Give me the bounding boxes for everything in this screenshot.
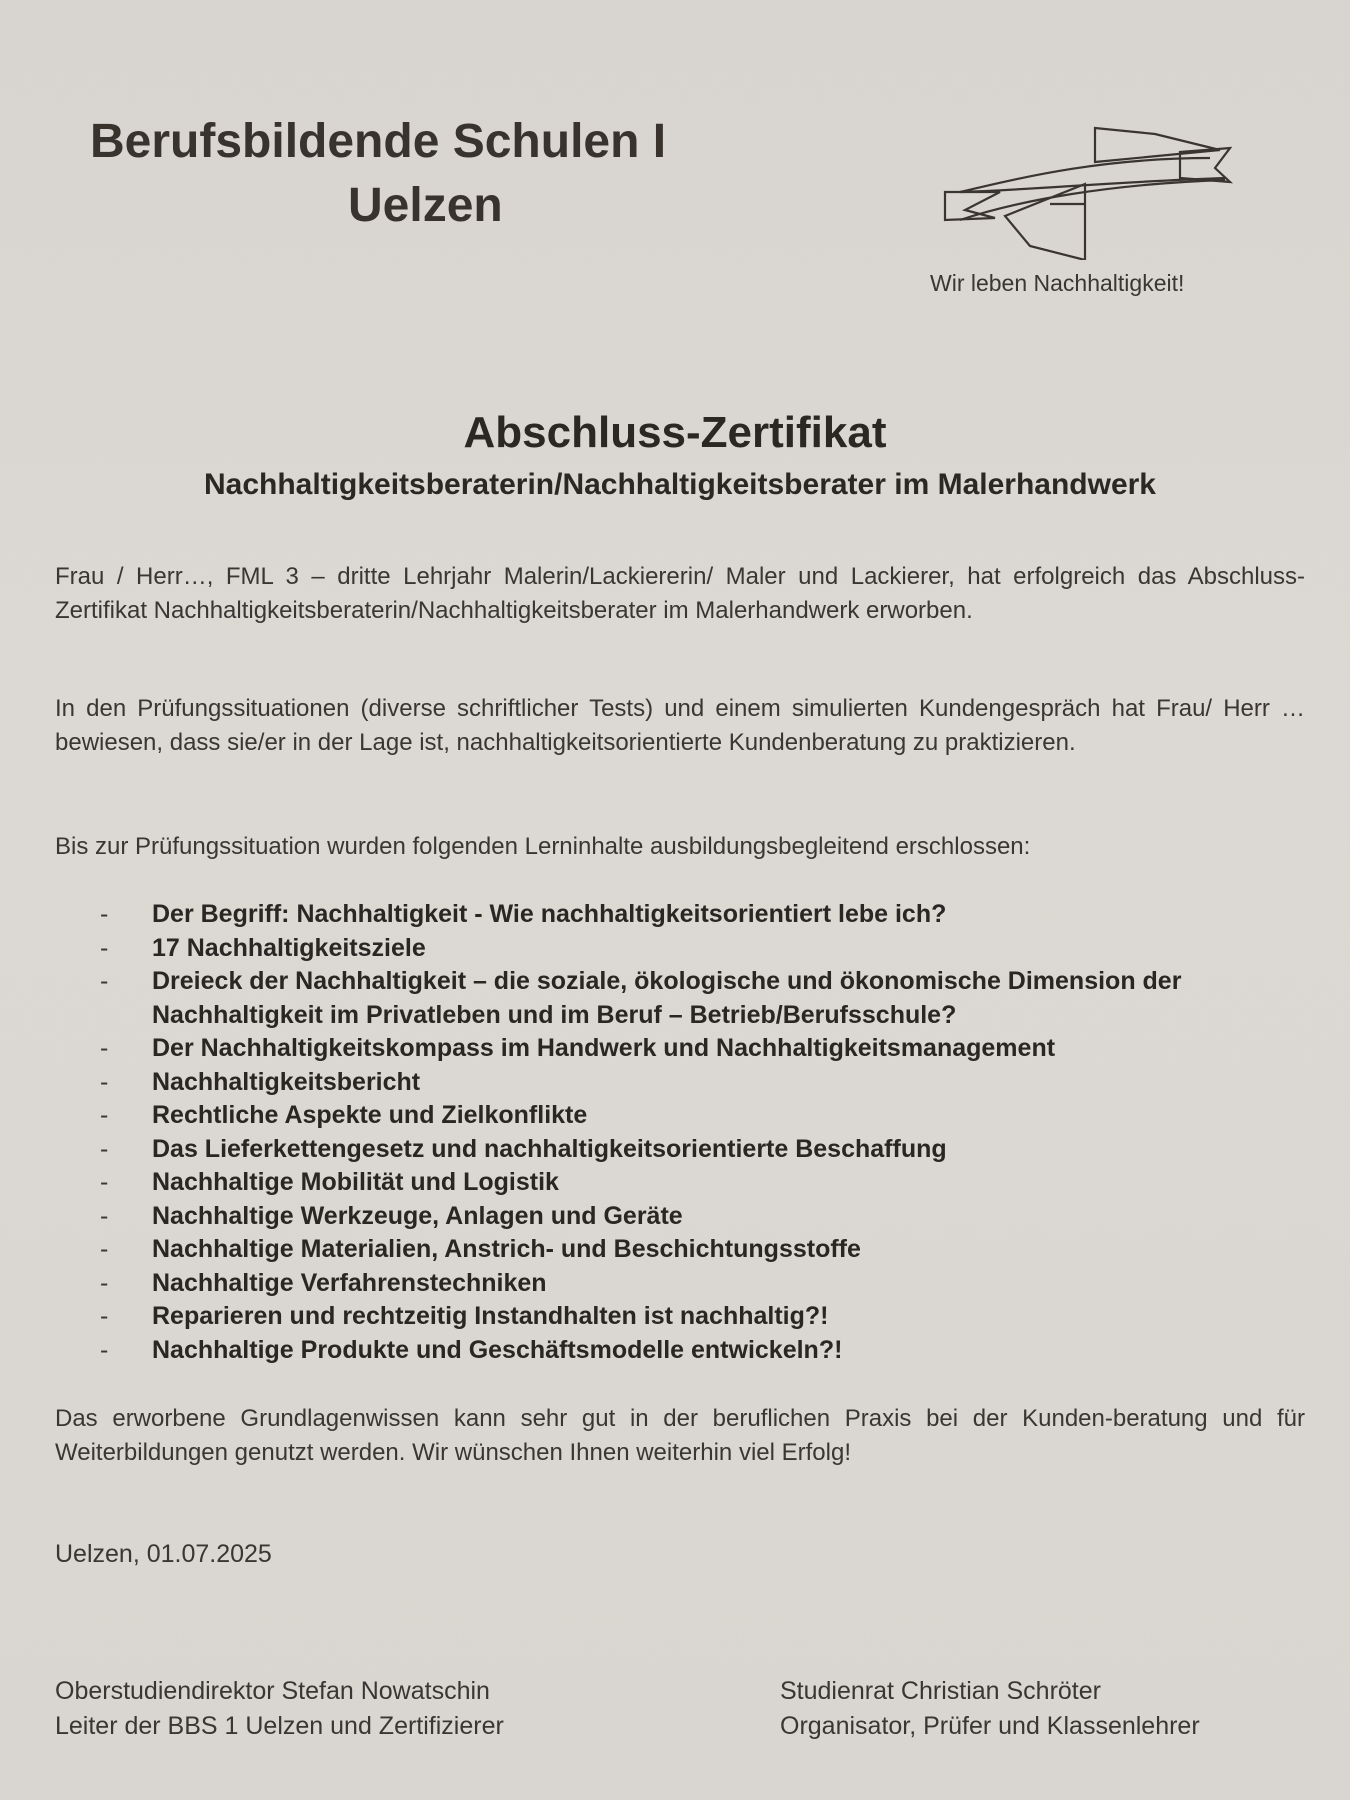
bullet-dash: - bbox=[100, 1034, 109, 1062]
signatory-left-role: Leiter der BBS 1 Uelzen und Zertifizierer bbox=[55, 1712, 504, 1740]
intro-paragraph: Frau / Herr…, FML 3 – dritte Lehrjahr Malerin/Lackiererin/ Maler und Lackierer, hat erfolgreich das Abschluss-Zertifikat Nachhaltigkeitsberaterin/Nachhaltigkeitsberater im Malerhandwerk erworben. bbox=[55, 563, 1305, 624]
paper-plane-logo-icon bbox=[940, 120, 1240, 260]
bullet-dash: - bbox=[100, 1134, 109, 1163]
list-item: - Das Lieferkettengesetz und nachhaltigkeitsorientierte Beschaffung bbox=[100, 1133, 1310, 1167]
bullet-dash: - bbox=[100, 933, 109, 962]
list-item: - Nachhaltige Mobilität und Logistik bbox=[100, 1166, 1310, 1200]
bullet-dash: - bbox=[100, 900, 109, 928]
school-name-line1: Berufsbildende Schulen I bbox=[90, 115, 667, 168]
school-name bbox=[90, 110, 810, 238]
bullet-dash: - bbox=[100, 1268, 109, 1297]
bullet-dash: - bbox=[100, 1168, 109, 1196]
signatory-right bbox=[780, 1674, 1200, 1744]
list-item: - Nachhaltige Verfahrenstechniken bbox=[100, 1267, 1310, 1301]
signatory-left bbox=[55, 1674, 504, 1744]
list-item: - Nachhaltige Produkte und Geschäftsmodelle entwickeln?! bbox=[100, 1334, 1310, 1368]
list-item: - Reparieren und rechtzeitig Instandhalten ist nachhaltig?! bbox=[100, 1300, 1310, 1334]
place-date: Uelzen, 01.07.2025 bbox=[55, 1540, 272, 1568]
bullet-dash: - bbox=[100, 1067, 109, 1096]
exam-paragraph: In den Prüfungssituationen (diverse schriftlicher Tests) und einem simulierten Kundengespräch hat Frau/ Herr … bewiesen, dass sie/er in der Lage ist, nachhaltigkeitsorientierte Kundenberatung zu praktizieren. bbox=[55, 695, 1305, 756]
bullet-dash: - bbox=[100, 1201, 109, 1230]
list-item: - 17 Nachhaltigkeitsziele bbox=[100, 932, 1310, 966]
list-item: - Nachhaltige Materialien, Anstrich- und Beschichtungsstoffe bbox=[100, 1233, 1310, 1267]
list-item: - Der Nachhaltigkeitskompass im Handwerk und Nachhaltigkeitsmanagement bbox=[100, 1032, 1310, 1066]
bullet-dash: - bbox=[100, 967, 109, 995]
slogan: Wir leben Nachhaltigkeit! bbox=[930, 270, 1185, 296]
list-item: - Der Begriff: Nachhaltigkeit - Wie nachhaltigkeitsorientiert lebe ich? bbox=[100, 898, 1310, 932]
signatory-right-role: Organisator, Prüfer und Klassenlehrer bbox=[780, 1712, 1200, 1740]
bullet-dash: - bbox=[100, 1235, 109, 1263]
list-item: - Dreieck der Nachhaltigkeit – die soziale, ökologische und ökonomische Dimension der Nachhaltigkeit im Privatleben und im Beruf – Betrieb/Berufsschule? bbox=[100, 967, 1182, 1029]
list-item: - Nachhaltigkeitsbericht bbox=[100, 1066, 1310, 1100]
bullet-dash: - bbox=[100, 1302, 109, 1330]
certificate-title: Abschluss-Zertifikat bbox=[463, 408, 887, 457]
bullet-dash: - bbox=[100, 1101, 109, 1129]
signatory-right-name: Studienrat Christian Schröter bbox=[780, 1677, 1101, 1705]
closing-paragraph: Das erworbene Grundlagenwissen kann sehr gut in der beruflichen Praxis bei der Kunden-beratung und für Weiterbildungen genutzt werden. Wir wünschen Ihnen weiterhin viel Erfolg! bbox=[55, 1405, 1305, 1466]
bullet-dash: - bbox=[100, 1335, 109, 1364]
topics-list bbox=[100, 898, 1310, 1367]
list-item: - Rechtliche Aspekte und Zielkonflikte bbox=[100, 1099, 1310, 1133]
certificate-subtitle: Nachhaltigkeitsberaterin/Nachhaltigkeitsberater im Malerhandwerk bbox=[204, 468, 1156, 501]
school-name-line2: Uelzen bbox=[348, 179, 503, 232]
topics-intro: Bis zur Prüfungssituation wurden folgenden Lerninhalte ausbildungsbegleitend erschlossen: bbox=[55, 833, 1031, 860]
signatory-left-name: Oberstudiendirektor Stefan Nowatschin bbox=[55, 1677, 490, 1705]
list-item: - Nachhaltige Werkzeuge, Anlagen und Geräte bbox=[100, 1200, 1310, 1234]
